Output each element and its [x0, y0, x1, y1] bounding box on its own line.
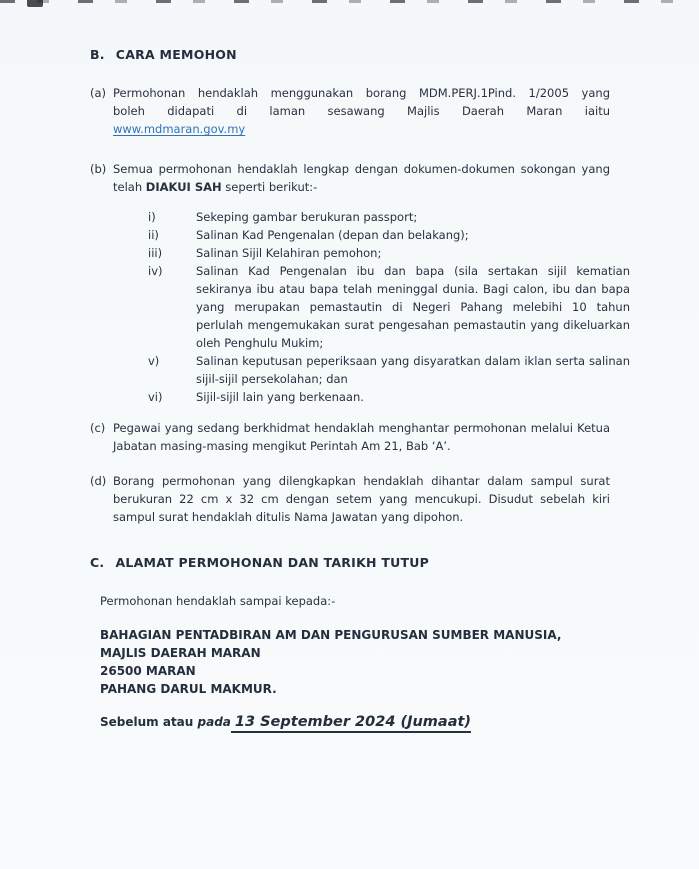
deadline-prefix: Sebelum atau — [100, 715, 198, 729]
paragraph-b-text — [113, 160, 610, 196]
address-line: BAHAGIAN PENTADBIRAN AM DAN PENGURUSAN SUMBER MANUSIA, — [100, 628, 562, 642]
paragraph-b-bold: DIAKUI SAH — [145, 180, 222, 194]
address-line: PAHANG DARUL MAKMUR. — [100, 682, 277, 696]
closing-date-line — [100, 713, 636, 731]
list-item — [148, 352, 636, 388]
list-item — [148, 388, 636, 406]
section-b-title: CARA MEMOHON — [115, 47, 237, 62]
paragraph-d — [90, 472, 636, 526]
paragraph-a-line2: boleh didapati di laman sesawang Majlis Daerah Maran iaitu — [113, 104, 610, 118]
list-item — [148, 226, 636, 244]
document-content — [90, 46, 636, 731]
scan-artifact-strip — [0, 0, 699, 3]
address-line: MAJLIS DAERAH MARAN — [100, 646, 261, 660]
paragraph-a-label: (a) — [90, 86, 107, 100]
list-item — [148, 262, 636, 352]
paragraph-b-label: (b) — [90, 162, 107, 176]
paragraph-b-text-before: Semua permohonan hendaklah lengkap dengan dokumen-dokumen sokongan yang telah — [113, 162, 610, 194]
closing-date: 13 September 2024 (Jumaat) — [231, 714, 471, 733]
list-item-label: ii) — [148, 228, 159, 242]
list-item-label: i) — [148, 210, 156, 224]
paragraph-c-text: Pegawai yang sedang berkhidmat hendaklah menghantar permohonan melalui Ketua Jabatan masing-masing mengikut Perintah Am 21, Bab ‘A’. — [113, 421, 610, 453]
document-requirements-list — [148, 208, 636, 406]
list-item — [148, 208, 636, 226]
list-item-text: Sekeping gambar berukuran passport; — [196, 210, 418, 224]
section-c-label: C. — [90, 555, 105, 570]
section-c-title: ALAMAT PERMOHONAN DAN TARIKH TUTUP — [115, 555, 430, 570]
list-item — [148, 244, 636, 262]
list-item-label: vi) — [148, 390, 163, 404]
paragraph-d-text: Borang permohonan yang dilengkapkan hendaklah dihantar dalam sampul surat berukuran 22 cm x 32 cm dengan setem yang mencukupi. Disudut sebelah kiri sampul surat hendaklah ditulis Nama Jawatan yang dipohon. — [113, 474, 610, 524]
section-c-body — [100, 592, 636, 731]
address-line: 26500 MARAN — [100, 664, 196, 678]
paragraph-a-line1: Permohonan hendaklah menggunakan borang MDM.PERJ.1Pind. 1/2005 yang — [113, 86, 610, 100]
list-item-text: Salinan Kad Pengenalan (depan dan belakang); — [196, 228, 469, 242]
list-item-text: Sijil-sijil lain yang berkenaan. — [196, 390, 364, 404]
list-item-text: Salinan Sijil Kelahiran pemohon; — [196, 246, 382, 260]
list-item-label: v) — [148, 354, 160, 368]
deadline-pada: pada — [197, 715, 231, 729]
scan-artifact-blot — [27, 0, 43, 7]
list-item-label: iii) — [148, 246, 163, 260]
mailing-address — [100, 626, 636, 698]
paragraph-c-label: (c) — [90, 421, 106, 435]
list-item-label: iv) — [148, 264, 163, 278]
section-b-heading — [90, 46, 636, 64]
section-c-heading — [90, 554, 636, 572]
paragraph-a — [90, 84, 636, 138]
address-intro: Permohonan hendaklah sampai kepada:- — [100, 594, 336, 608]
paragraph-b — [90, 160, 636, 196]
paragraph-c — [90, 419, 636, 455]
list-item-text: Salinan keputusan peperiksaan yang disyaratkan dalam iklan serta salinan sijil-sijil persekolahan; dan — [196, 354, 630, 386]
list-item-text: Salinan Kad Pengenalan ibu dan bapa (sila sertakan sijil kematian sekiranya ibu atau bapa telah meninggal dunia. Bagi calon, ibu dan bapa yang merupakan pemastautin di Negeri Pahang melebihi 10 tahun perlulah mengemukakan surat pengesahan pemastautin yang dikeluarkan oleh Penghulu Mukim; — [196, 264, 630, 350]
section-b-label: B. — [90, 47, 105, 62]
paragraph-b-text-after: seperti berikut:- — [221, 180, 318, 194]
website-link[interactable]: www.mdmaran.gov.my — [113, 122, 246, 136]
paragraph-d-label: (d) — [90, 474, 107, 488]
